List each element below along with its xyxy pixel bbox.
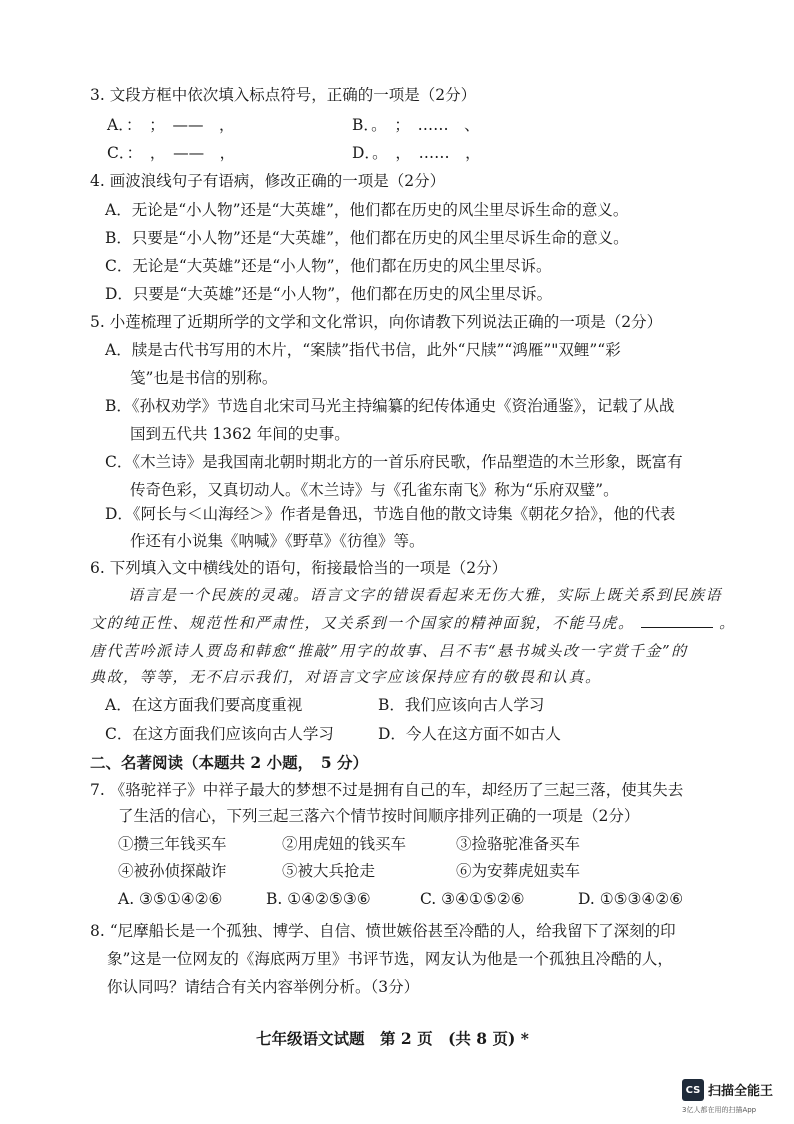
q6-option-b: B．我们应该向古人学习 (378, 696, 545, 714)
q7-event-2: ②用虎妞的钱买车 (282, 835, 407, 853)
q5-option-b-line2: 国到五代共 1362 年间的史事。 (130, 425, 350, 443)
q8-line1: 8. “尼摩船长是一个孤独、博学、自信、愤世嫉俗甚至冷酷的人，给我留下了深刻的印 (90, 922, 676, 940)
q6-passage-line1: 语言是一个民族的灵魂。语言文字的错误看起来无伤大雅，实际上既关系到民族语 (128, 586, 723, 604)
q7-stem-line2: 了生活的信心，下列三起三落六个情节按时间顺序排列正确的一项是（2分） (118, 807, 640, 825)
q6-passage-line3: 唐代苦吟派诗人贾岛和韩愈“推敲”用字的故事、吕不韦“悬书城头改一字赏千金”的 (90, 642, 688, 660)
q6-passage-line2-text: 文的纯正性、规范性和严肃性，又关系到一个国家的精神面貌，不能马虎。 (90, 614, 635, 632)
q6-passage-line2-end: 。 (719, 614, 736, 632)
q3-option-b: B．。 ； …… 、 (352, 116, 480, 134)
q5-option-b-line1: B．《孙权劝学》节选自北宋司马光主持编纂的纪传体通史《资治通鉴》，记载了从战 (105, 397, 675, 415)
q7-event-5: ⑤被大兵抢走 (282, 862, 376, 880)
q3-option-d: D．。 ， …… ， (352, 144, 481, 162)
q7-event-1: ①攒三年钱买车 (118, 835, 227, 853)
section-2-heading: 二、名著阅读（本题共 2 小题， 5 分） (90, 753, 369, 772)
q7-option-c: C. ③④①⑤②⑥ (420, 890, 525, 908)
q8-line3: 你认同吗？请结合有关内容举例分析。（3分） (107, 978, 420, 996)
q7-event-4: ④被孙侦探敲诈 (118, 862, 227, 880)
q3-option-c: C．： ， —— ， (107, 144, 236, 162)
q5-option-d-line2: 作还有小说集《呐喊》《野草》《彷徨》等。 (130, 532, 425, 550)
q7-event-3: ③捡骆驼准备买车 (456, 835, 581, 853)
q5-stem: 5. 小莲梳理了近期所学的文学和文化常识，向你请教下列说法正确的一项是（2分） (90, 313, 663, 331)
q5-option-c-line1: C．《木兰诗》是我国南北朝时期北方的一首乐府民歌，作品塑造的木兰形象，既富有 (105, 453, 683, 471)
q4-option-b: B．只要是“小人物”还是“大英雄”，他们都在历史的风尘里尽诉生命的意义。 (105, 229, 629, 247)
q6-stem: 6. 下列填入文中横线处的语句，衔接最恰当的一项是（2分） (90, 559, 508, 577)
q7-stem-line1: 7. 《骆驼祥子》中祥子最大的梦想不过是拥有自己的车，却经历了三起三落，使其失去 (90, 781, 684, 799)
q5-option-d-line1: D．《阿长与＜山海经＞》作者是鲁迅，节选自他的散文诗集《朝花夕拾》，他的代表 (105, 505, 676, 523)
q6-passage-line4: 典故，等等，无不启示我们，对语言文字应该保持应有的敬畏和认真。 (90, 668, 602, 686)
q7-option-d: D. ①⑤③④②⑥ (578, 890, 684, 908)
q4-option-a: A．无论是“小人物”还是“大英雄”，他们都在历史的风尘里尽诉生命的意义。 (105, 201, 629, 219)
q3-option-a: A．： ； —— ， (107, 116, 235, 134)
q5-option-a-line1: A．牍是古代书写用的木片，“案牍”指代书信，此外“尺牍”“鸿雁”"双鲤”“彩 (105, 341, 621, 359)
camscanner-name: 扫描全能王 (708, 1084, 774, 1099)
q3-stem: 3. 文段方框中依次填入标点符号，正确的一项是（2分） (90, 86, 477, 104)
camscanner-logo-icon: CS (682, 1079, 704, 1101)
q4-option-c: C．无论是“大英雄”还是“小人物”，他们都在历史的风尘里尽诉。 (105, 257, 552, 275)
q7-option-b: B. ①④②⑤③⑥ (266, 890, 371, 908)
q5-option-c-line2: 传奇色彩，又真切动人。《木兰诗》与《孔雀东南飞》称为“乐府双璧”。 (130, 481, 619, 499)
q4-stem: 4. 画波浪线句子有语病，修改正确的一项是（2分） (90, 172, 446, 190)
camscanner-watermark (682, 1079, 792, 1119)
q7-option-a: A. ③⑤①④②⑥ (118, 890, 223, 908)
q6-option-a: A．在这方面我们要高度重视 (105, 696, 303, 714)
q4-option-d: D．只要是“大英雄”还是“小人物”，他们都在历史的风尘里尽诉。 (105, 285, 553, 303)
q6-option-c: C．在这方面我们应该向古人学习 (105, 725, 334, 743)
camscanner-tagline: 3亿人都在用的扫描App (682, 1106, 757, 1114)
q7-event-6: ⑥为安葬虎妞卖车 (456, 862, 581, 880)
q5-option-a-line2: 笺”也是书信的别称。 (130, 369, 278, 387)
q6-answer-blank (641, 613, 713, 628)
q6-option-d: D．今人在这方面不如古人 (378, 725, 561, 743)
q6-passage-line2 (90, 612, 736, 634)
page-footer: 七年级语文试题 第 2 页 (共 8 页) * (256, 1029, 529, 1048)
q8-line2: 象”这是一位网友的《海底两万里》书评节选，网友认为他是一个孤独且冷酷的人， (107, 950, 673, 968)
